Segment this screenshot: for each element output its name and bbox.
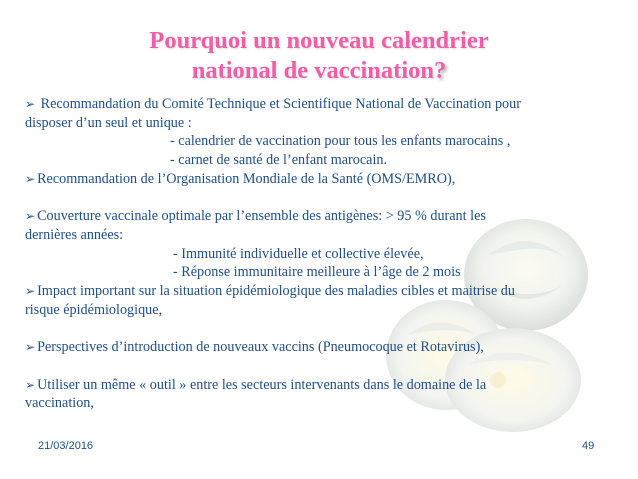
bullet-line: [25, 95, 625, 114]
bullet-item: [25, 282, 625, 319]
spacer: [25, 189, 625, 208]
bullet-text-continued: disposer d’un seul et unique :: [25, 114, 192, 131]
sub-item: - carnet de santé de l’enfant marocain.: [170, 152, 388, 169]
arrow-bullet-icon: ➢: [25, 377, 36, 392]
bullet-text: Couverture vaccinale optimale par l’ensemble des antigènes: > 95 % durant les: [37, 208, 486, 225]
bullet-text: Perspectives d’introduction de nouveaux vaccins (Pneumocoque et Rotavirus),: [37, 339, 484, 356]
arrow-bullet-icon: ➢: [25, 97, 36, 111]
bullet-line: [25, 376, 625, 395]
bullet-text: Recommandation de l’Organisation Mondiale de la Santé (OMS/EMRO),: [37, 170, 456, 187]
bullet-line: [25, 338, 625, 357]
footer-page-number: 49: [582, 440, 595, 452]
bullet-item: [25, 95, 625, 170]
spacer: [25, 357, 625, 376]
bullet-item: [25, 338, 625, 357]
slide-title: [0, 26, 638, 86]
bullet-line: [25, 170, 625, 189]
sub-item: - Immunité individuelle et collective élevée,: [173, 245, 424, 262]
bullet-text-continued: vaccination,: [25, 395, 94, 412]
bullet-item: [25, 376, 625, 413]
sub-item: - Réponse immunitaire meilleure à l’âge de 2 mois: [173, 264, 461, 281]
arrow-bullet-icon: ➢: [25, 171, 36, 186]
bullet-text: Utiliser un même « outil » entre les secteurs intervenants dans le domaine de la: [37, 376, 487, 393]
bullet-item: [25, 170, 625, 189]
footer-date: 21/03/2016: [38, 440, 94, 452]
bullet-item: [25, 207, 625, 282]
bullet-line: [25, 207, 625, 226]
bullet-line: [25, 282, 625, 301]
title-line-2-text: national de vaccination: [191, 57, 435, 84]
bullet-text-continued: dernières années:: [25, 226, 124, 243]
arrow-bullet-icon: ➢: [25, 209, 36, 224]
arrow-bullet-icon: ➢: [25, 340, 36, 355]
slide-body: [25, 95, 625, 413]
bullet-text: Recommandation du Comité Technique et Scientifique National de Vaccination pour: [37, 96, 521, 112]
bullet-text: Impact important sur la situation épidémiologique des maladies cibles et maitrise du: [37, 283, 515, 300]
title-question-mark: ?: [434, 57, 447, 84]
title-line-2: [0, 56, 638, 86]
bullet-text-continued: risque épidémiologique,: [25, 301, 163, 318]
spacer: [25, 319, 625, 338]
sub-item: - calendrier de vaccination pour tous les enfants marocains ,: [170, 133, 511, 150]
title-line-1: Pourquoi un nouveau calendrier: [149, 27, 489, 54]
arrow-bullet-icon: ➢: [25, 284, 36, 299]
